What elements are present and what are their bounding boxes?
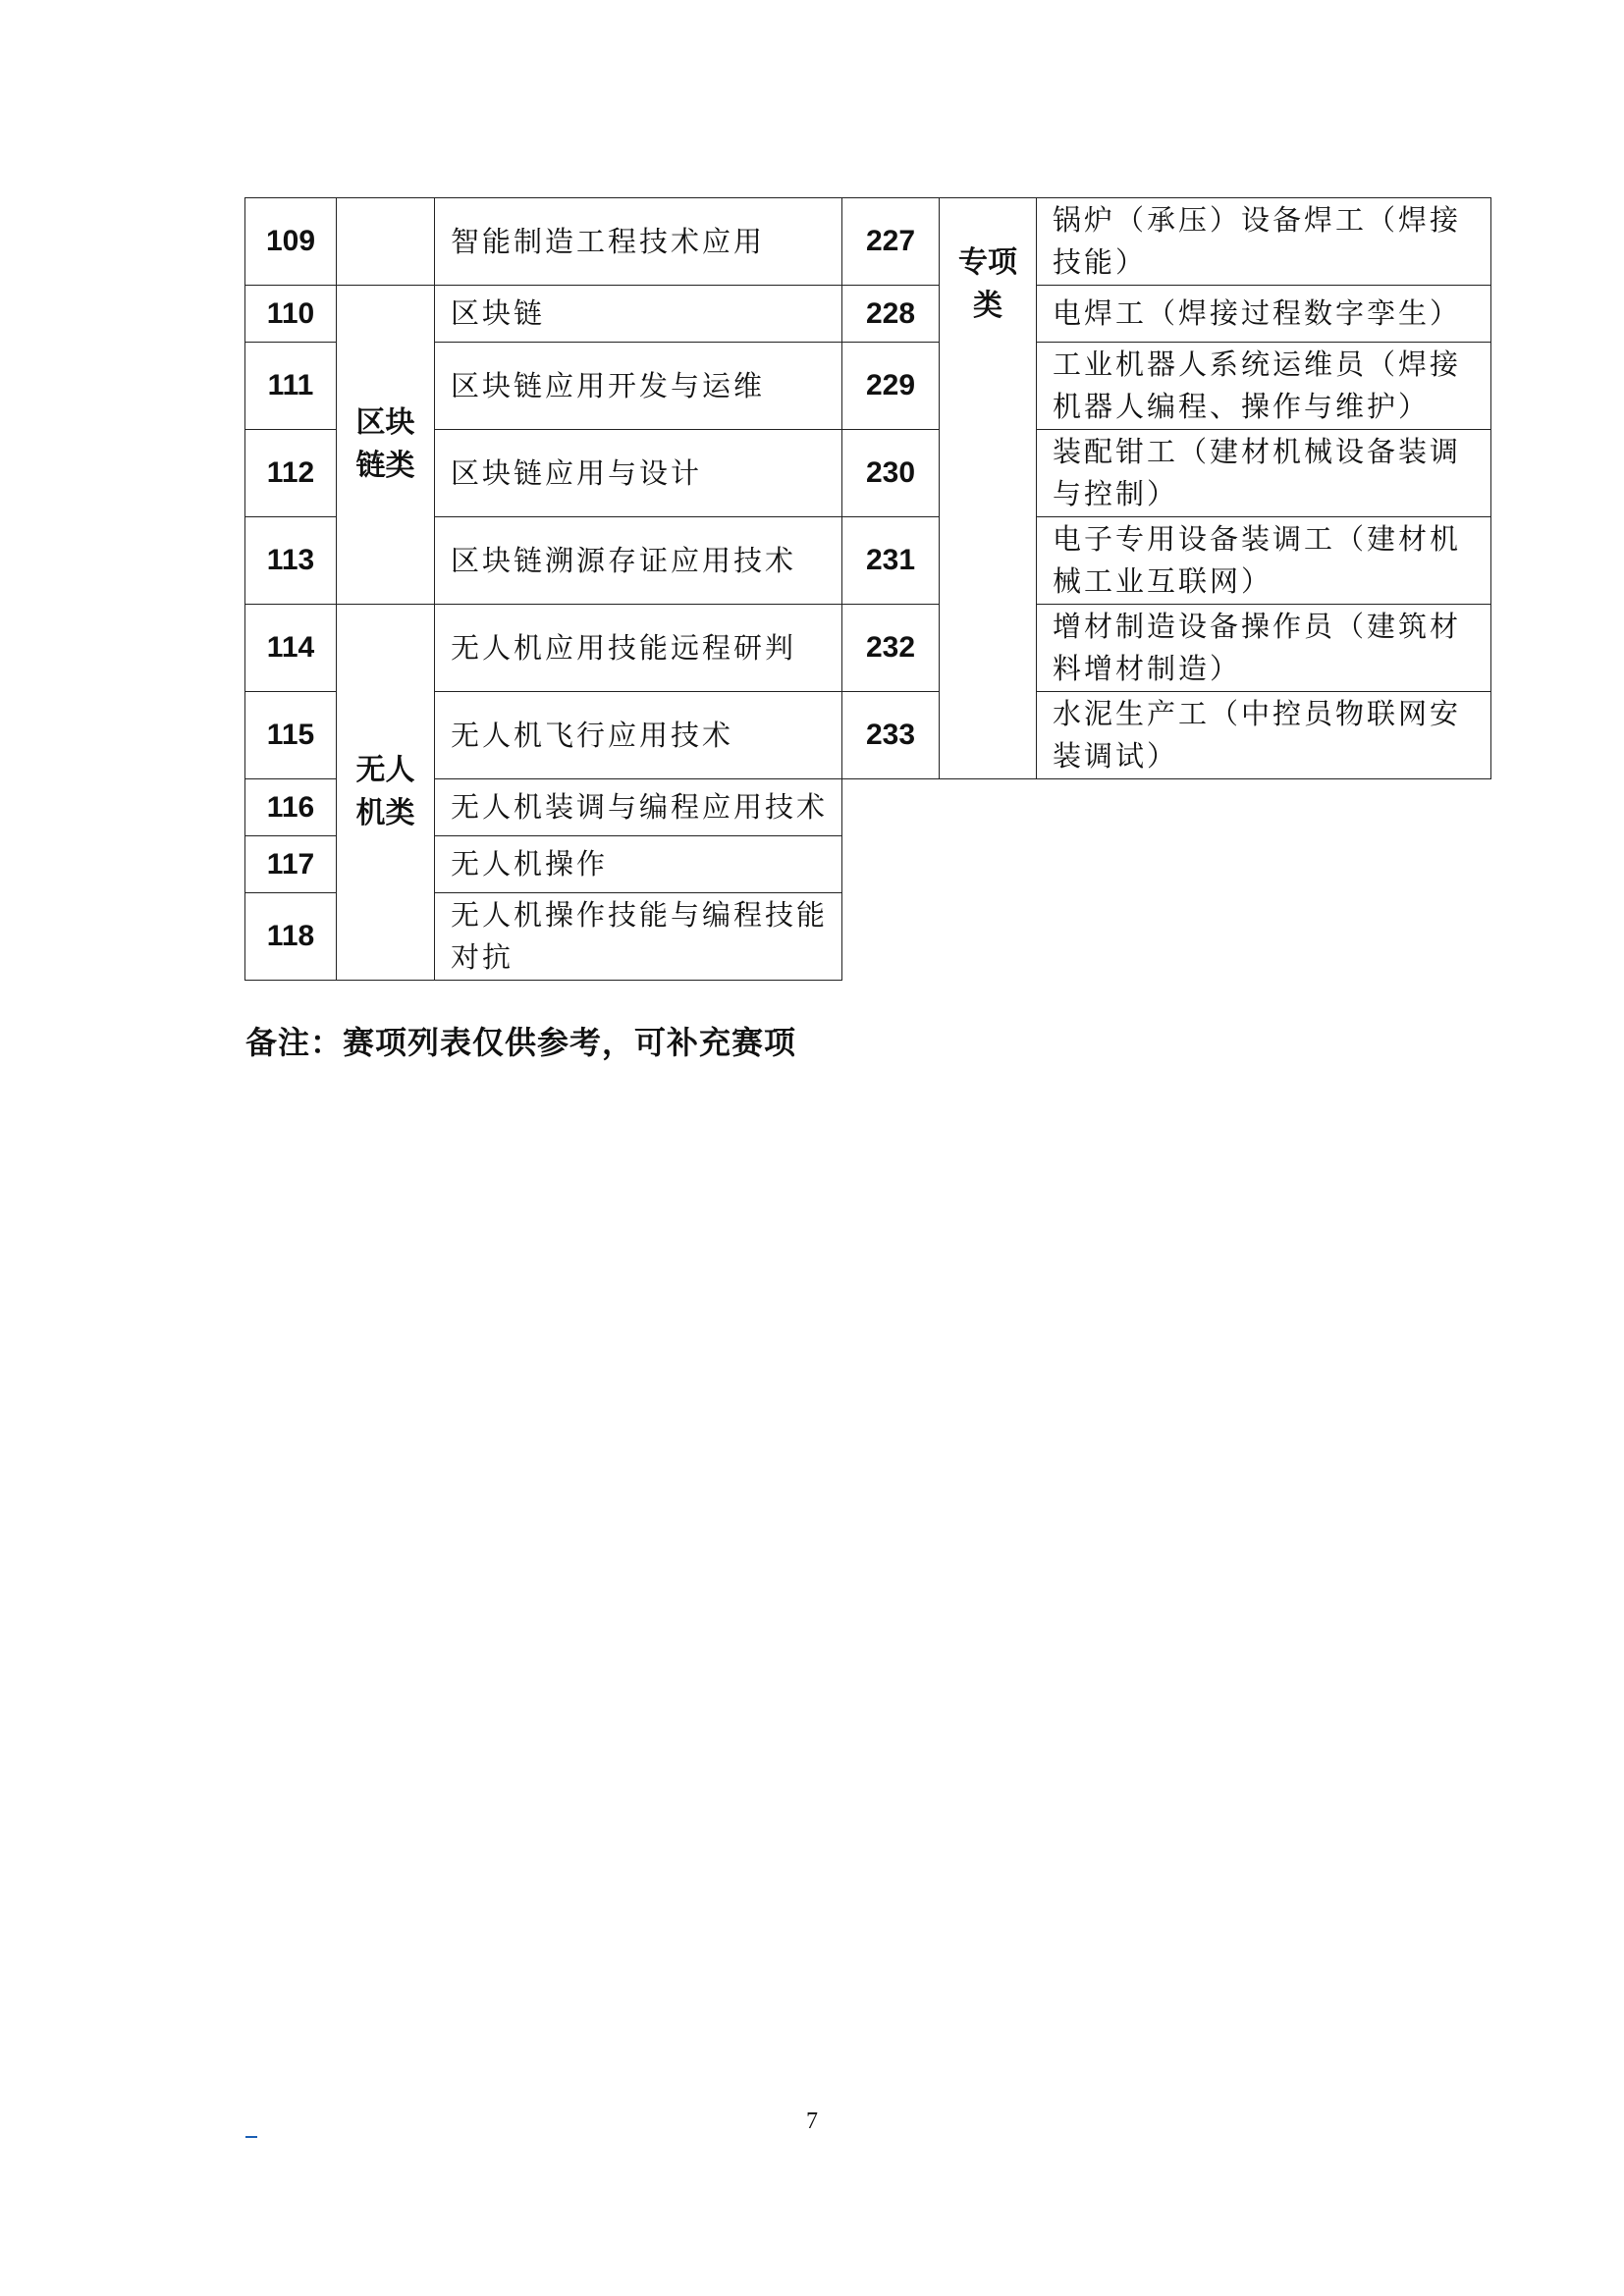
item-name: 装配钳工（建材机械设备装调与控制） (1037, 430, 1491, 517)
category-label: 区块链类 (355, 405, 415, 483)
table-row (245, 517, 842, 605)
left-table (244, 197, 842, 981)
item-number: 232 (842, 605, 940, 692)
item-name: 增材制造设备操作员（建筑材料增材制造） (1037, 605, 1491, 692)
item-number: 110 (245, 286, 337, 343)
table-row (245, 893, 842, 981)
item-number: 109 (245, 198, 337, 286)
item-number: 118 (245, 893, 337, 981)
category-label: 无人机类 (355, 753, 415, 830)
item-name: 无人机飞行应用技术 (435, 692, 842, 779)
item-name: 区块链溯源存证应用技术 (435, 517, 842, 605)
table-row (245, 605, 842, 692)
table-row (245, 779, 842, 836)
item-number: 112 (245, 430, 337, 517)
item-name: 电焊工（焊接过程数字孪生） (1037, 286, 1491, 343)
item-name: 区块链 (435, 286, 842, 343)
table-row (245, 286, 842, 343)
item-name: 无人机装调与编程应用技术 (435, 779, 842, 836)
item-name: 区块链应用与设计 (435, 430, 842, 517)
item-name: 无人机操作 (435, 836, 842, 893)
category-drone (337, 605, 435, 981)
item-number: 231 (842, 517, 940, 605)
item-name: 锅炉（承压）设备焊工（焊接技能） (1037, 198, 1491, 286)
footnote: 备注：赛项列表仅供参考，可补充赛项 (245, 1024, 797, 1061)
item-name: 无人机应用技能远程研判 (435, 605, 842, 692)
item-name: 智能制造工程技术应用 (435, 198, 842, 286)
table-row (842, 198, 1491, 286)
item-name: 水泥生产工（中控员物联网安装调试） (1037, 692, 1491, 779)
item-number: 115 (245, 692, 337, 779)
table-row (245, 836, 842, 893)
item-name: 电子专用设备装调工（建材机械工业互联网） (1037, 517, 1491, 605)
item-name: 区块链应用开发与运维 (435, 343, 842, 430)
item-number: 117 (245, 836, 337, 893)
item-number: 111 (245, 343, 337, 430)
right-table (841, 197, 1491, 779)
item-number: 229 (842, 343, 940, 430)
page-number: 7 (806, 2109, 818, 2134)
item-number: 233 (842, 692, 940, 779)
item-name: 无人机操作技能与编程技能对抗 (435, 893, 842, 981)
footer-mark (245, 2136, 257, 2138)
table-row (245, 343, 842, 430)
item-number: 227 (842, 198, 940, 286)
table-row (245, 198, 842, 286)
item-number: 116 (245, 779, 337, 836)
item-number: 228 (842, 286, 940, 343)
category-blockchain (337, 286, 435, 605)
category-label: 专项类 (958, 245, 1017, 323)
item-number: 113 (245, 517, 337, 605)
table-row (245, 430, 842, 517)
category-special (940, 198, 1037, 779)
item-number: 114 (245, 605, 337, 692)
category-cell-empty (337, 198, 435, 286)
item-name: 工业机器人系统运维员（焊接机器人编程、操作与维护） (1037, 343, 1491, 430)
item-number: 230 (842, 430, 940, 517)
table-row (245, 692, 842, 779)
